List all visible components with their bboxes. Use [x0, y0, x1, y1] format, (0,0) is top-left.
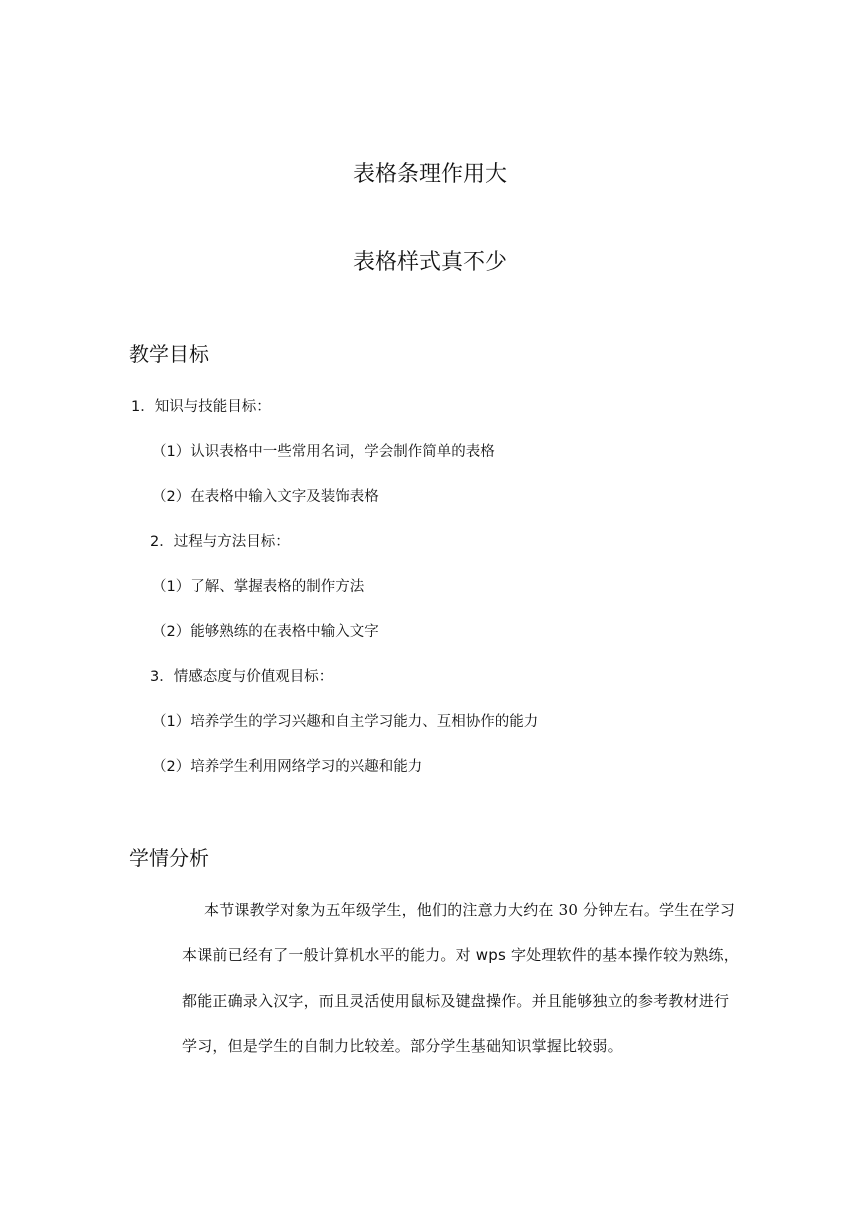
document-title: 表格条理作用大 — [352, 162, 507, 187]
paragraph-line: 学习，但是学生的自制力比较差。部分学生基础知识掌握比较弱。 — [182, 1037, 623, 1055]
paragraph-line: 都能正确录入汉字，而且灵活使用鼠标及键盘操作。并且能够独立的参考教材进行 — [182, 992, 730, 1010]
paragraph-line: 本节课教学对象为五年级学生，他们的注意力大约在 30 分钟左右。学生在学习 — [204, 901, 736, 919]
objective-item: 2．过程与方法目标： — [150, 534, 290, 550]
objective-item: （1）培养学生的学习兴趣和自主学习能力、互相协作的能力 — [152, 714, 539, 730]
paragraph-segment: 对 wps 字处理软件的基本操作较为熟练， — [455, 946, 739, 964]
objective-item: 1．知识与技能目标： — [131, 399, 271, 415]
objective-item: （1）了解、掌握表格的制作方法 — [152, 579, 365, 595]
section-heading-objectives: 教学目标 — [129, 342, 209, 366]
paragraph-line — [182, 944, 739, 965]
objective-item: （1）认识表格中一些常用名词，学会制作简单的表格 — [152, 444, 495, 460]
section-heading-analysis: 学情分析 — [129, 846, 209, 870]
objective-item: （2）在表格中输入文字及装饰表格 — [152, 489, 379, 505]
objective-item: （2）培养学生利用网络学习的兴趣和能力 — [152, 759, 423, 775]
objective-item: （2）能够熟练的在表格中输入文字 — [152, 624, 379, 640]
paragraph-segment: 本课前已经有了一般计算机水平的能力。 — [182, 946, 456, 964]
objective-item: 3．情感态度与价值观目标： — [150, 669, 334, 685]
document-subtitle: 表格样式真不少 — [352, 250, 507, 275]
